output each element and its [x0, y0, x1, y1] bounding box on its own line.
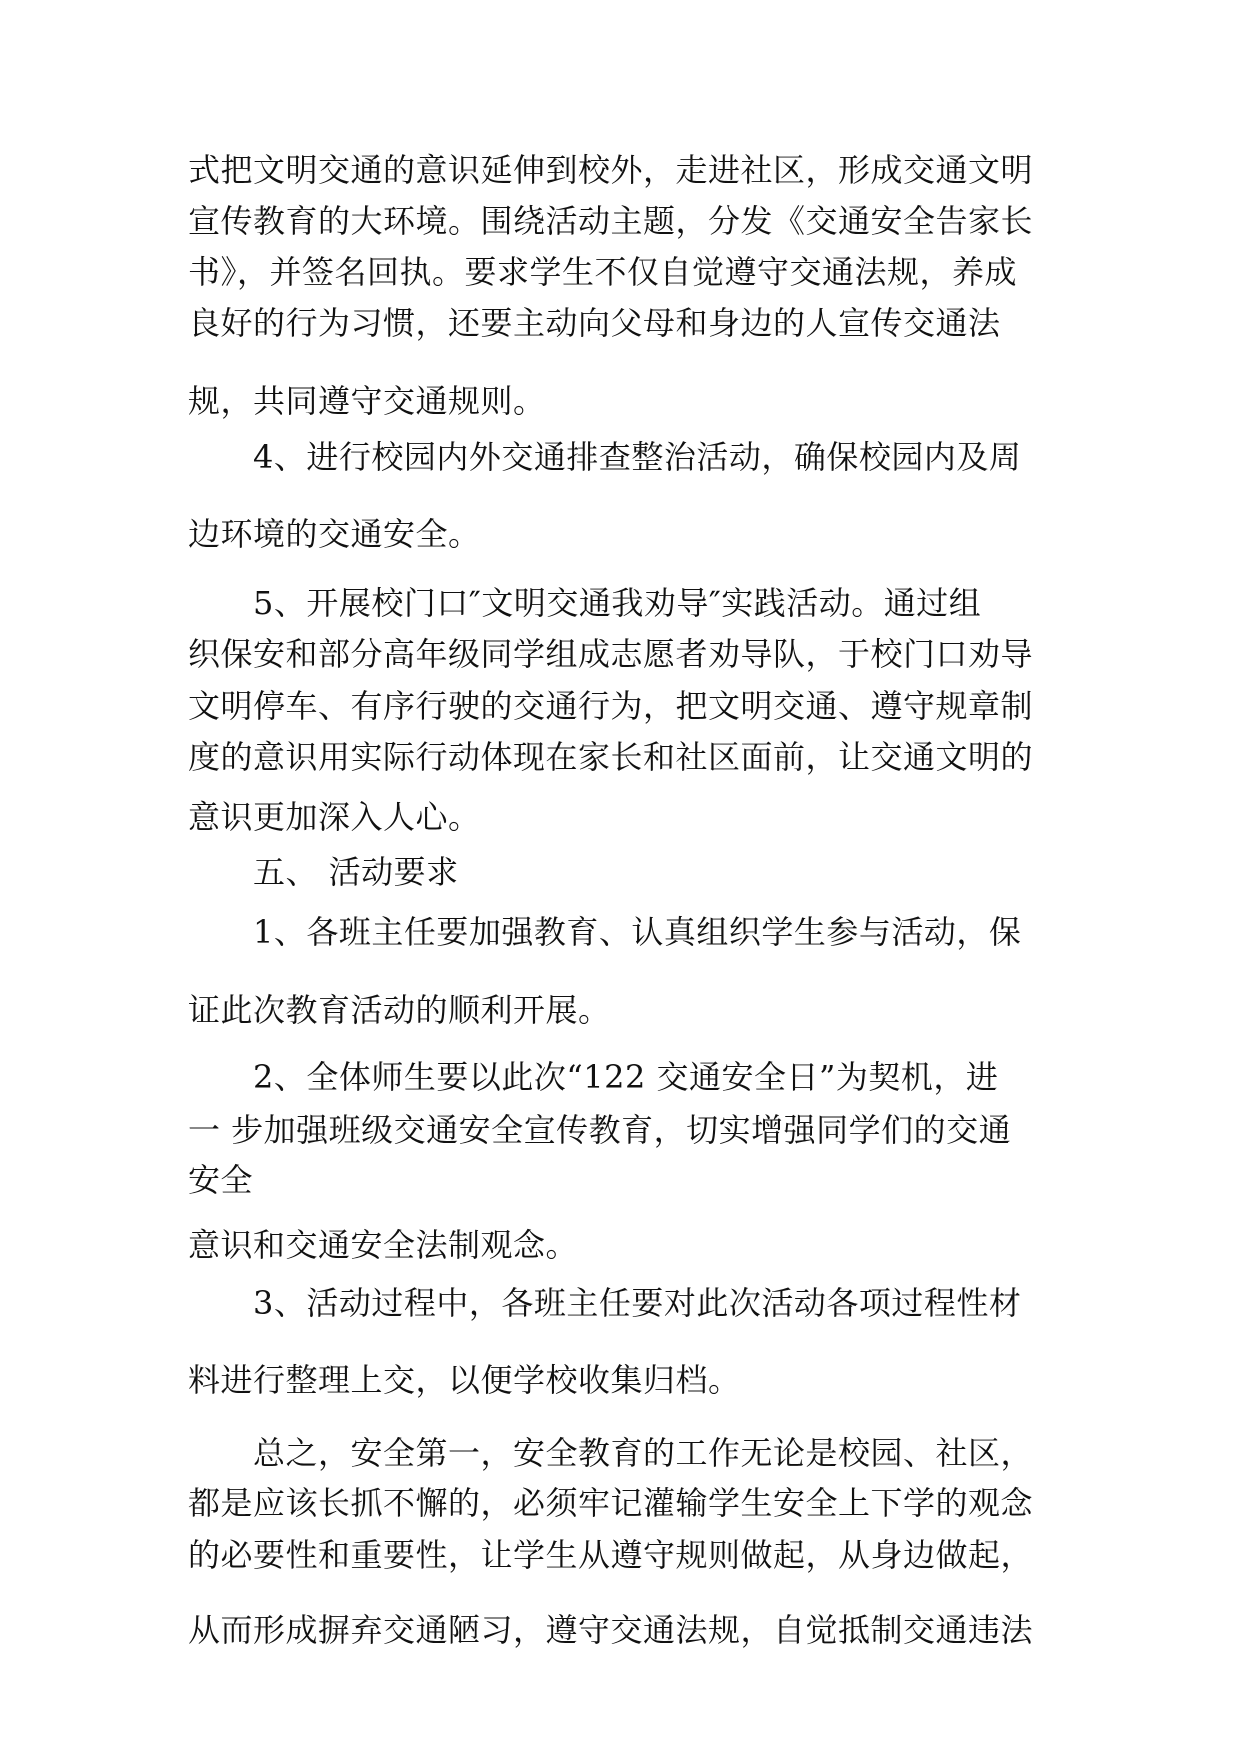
text-line: 文明停车、有序行驶的交通行为，把文明交通、遵守规章制 — [188, 687, 1034, 725]
text-line: 总之，安全第一，安全教育的工作无论是校园、社区， — [253, 1434, 1034, 1472]
text-line: 2、全体师生要以此次“122 交通安全日”为契机，进 — [253, 1058, 999, 1096]
text-line: 一 步加强班级交通安全宣传教育，切实增强同学们的交通 — [188, 1111, 1012, 1149]
text-line: 证此次教育活动的顺利开展。 — [188, 991, 611, 1029]
text-line: 的必要性和重要性，让学生从遵守规则做起，从身边做起， — [188, 1536, 1034, 1574]
text-line: 从而形成摒弃交通陋习，遵守交通法规，自觉抵制交通违法 — [188, 1611, 1034, 1649]
text-line: 织保安和部分高年级同学组成志愿者劝导队，于校门口劝导 — [188, 635, 1034, 673]
text-line: 安全 — [188, 1161, 254, 1199]
text-line: 料进行整理上交，以便学校收集归档。 — [188, 1361, 741, 1399]
text-line: 意识和交通安全法制观念。 — [188, 1226, 579, 1264]
text-line: 5、开展校门口″文明交通我劝导″实践活动。通过组 — [253, 584, 982, 622]
text-line: 度的意识用实际行动体现在家长和社区面前，让交通文明的 — [188, 738, 1034, 776]
text-line: 边环境的交通安全。 — [188, 515, 481, 553]
text-line: 良好的行为习惯，还要主动向父母和身边的人宣传交通法 — [188, 304, 1001, 342]
text-line: 都是应该长抓不懈的，必须牢记灌输学生安全上下学的观念 — [188, 1484, 1034, 1522]
text-line: 4、进行校园内外交通排查整治活动，确保校园内及周 — [253, 438, 1022, 476]
text-line: 规，共同遵守交通规则。 — [188, 382, 546, 420]
text-line: 3、活动过程中，各班主任要对此次活动各项过程性材 — [253, 1284, 1022, 1322]
text-line: 式把文明交通的意识延伸到校外，走进社区，形成交通文明 — [188, 151, 1034, 189]
text-line: 1、各班主任要加强教育、认真组织学生参与活动，保 — [253, 913, 1022, 951]
text-line: 书》，并签名回执。要求学生不仅自觉遵守交通法规，养成 — [188, 253, 1018, 291]
text-line: 意识更加深入人心。 — [188, 798, 481, 836]
section-heading: 五、 活动要求 — [253, 853, 459, 891]
text-line: 宣传教育的大环境。围绕活动主题，分发《交通安全告家长 — [188, 202, 1034, 240]
